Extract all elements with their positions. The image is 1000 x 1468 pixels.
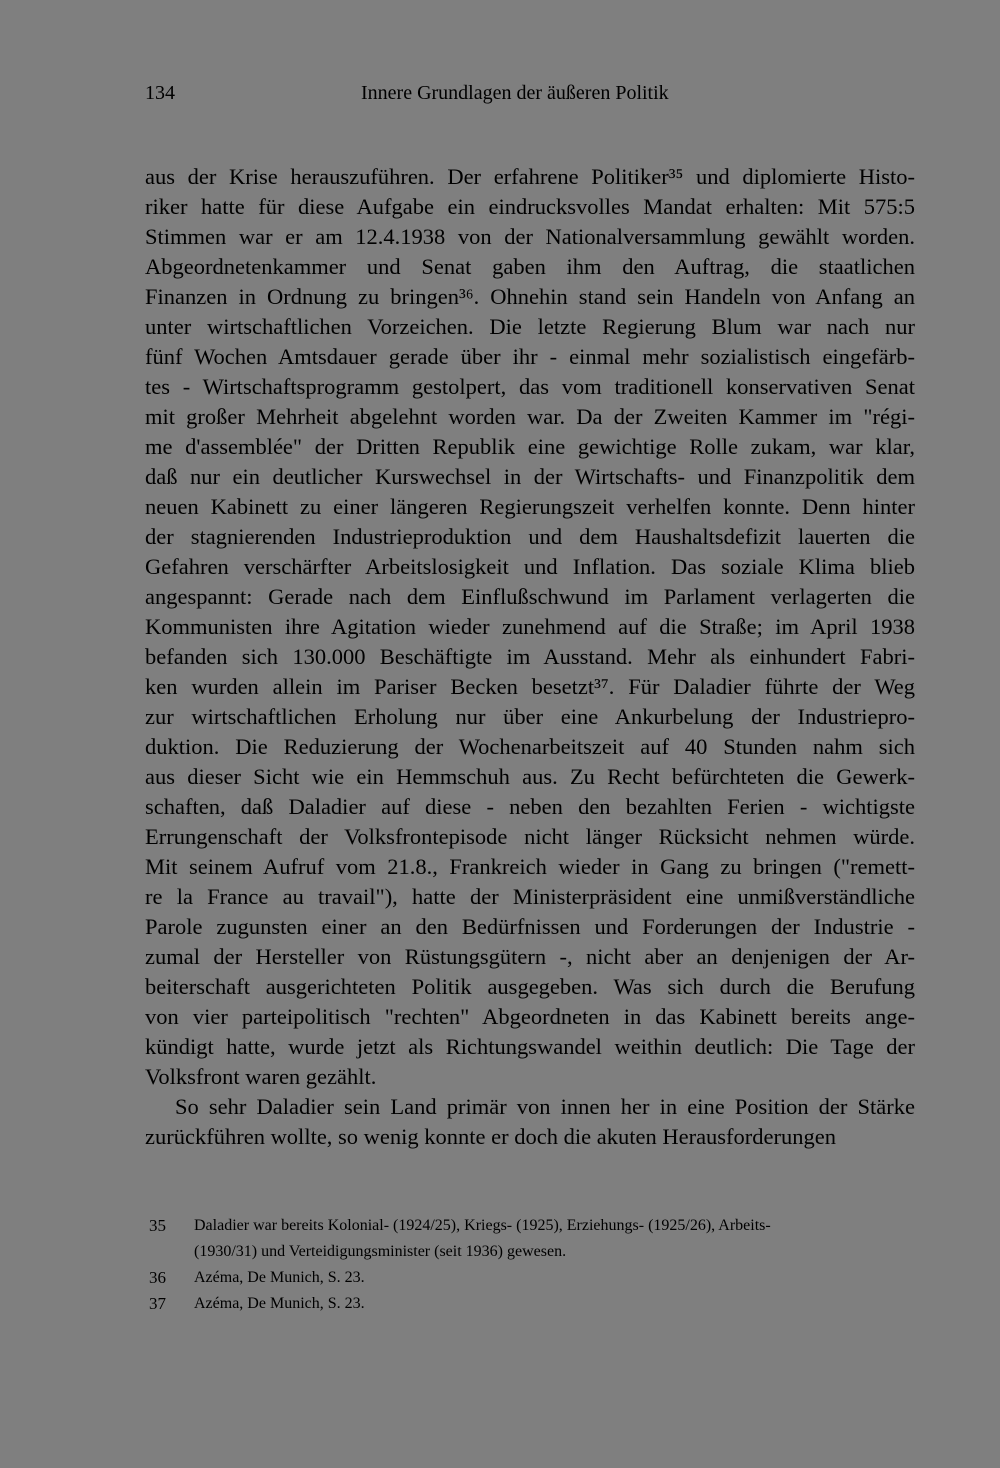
footnote-35: [149, 1213, 919, 1239]
body-line: Parole zugunsten einer an den Bedürfnissen und Forderungen der Industrie -: [145, 914, 915, 939]
page-number: 134: [145, 82, 175, 104]
body-line: zurückführen wollte, so wenig konnte er doch die akuten Herausforderungen: [145, 1124, 837, 1149]
body-line: re la France au travail"), hatte der Ministerpräsident eine unmißverständliche: [145, 884, 915, 909]
body-line: tes - Wirtschaftsprogramm gestolpert, das vom traditionell konservativen Senat: [145, 374, 915, 399]
body-line: neuen Kabinett zu einer längeren Regierungszeit verhelfen konnte. Denn hinter: [145, 494, 915, 519]
body-line: Gefahren verschärfter Arbeitslosigkeit und Inflation. Das soziale Klima blieb: [145, 554, 915, 579]
footnote-text: (1930/31) und Verteidigungsminister (seit 1936) gewesen.: [194, 1243, 567, 1260]
body-line: befanden sich 130.000 Beschäftigte im Ausstand. Mehr als einhundert Fabri-: [145, 644, 915, 669]
body-line: So sehr Daladier sein Land primär von innen her in eine Position der Stärke: [175, 1094, 915, 1119]
footnote-text: Azéma, De Munich, S. 23.: [194, 1295, 365, 1312]
body-line: von vier parteipolitisch "rechten" Abgeordneten in das Kabinett bereits ange-: [145, 1004, 915, 1029]
footnote-number: 37: [149, 1294, 166, 1313]
footnote-35-continued: [149, 1239, 919, 1265]
running-head: Innere Grundlagen der äußeren Politik: [361, 82, 669, 104]
body-line: Errungenschaft der Volksfrontepisode nicht länger Rücksicht nehmen würde.: [145, 824, 915, 849]
body-line: ken wurden allein im Pariser Becken besetzt³⁷. Für Daladier führte der Weg: [145, 674, 915, 699]
footnote-36: [149, 1265, 919, 1291]
body-line: zumal der Hersteller von Rüstungsgütern -, nicht aber an denjenigen der Ar-: [145, 944, 915, 969]
body-line: Finanzen in Ordnung zu bringen³⁶. Ohnehin stand sein Handeln von Anfang an: [145, 284, 915, 309]
body-line: duktion. Die Reduzierung der Wochenarbeitszeit auf 40 Stunden nahm sich: [145, 734, 915, 759]
body-line: mit großer Mehrheit abgelehnt worden war. Da der Zweiten Kammer im "régi-: [145, 404, 915, 429]
footnote-37: [149, 1291, 919, 1317]
body-line: aus dieser Sicht wie ein Hemmschuh aus. Zu Recht befürchteten die Gewerk-: [145, 764, 915, 789]
body-line: Abgeordnetenkammer und Senat gaben ihm den Auftrag, die staatlichen: [145, 254, 915, 279]
body-line: beiterschaft ausgerichteten Politik ausgegeben. Was sich durch die Berufung: [145, 974, 915, 999]
body-line: kündigt hatte, wurde jetzt als Richtungswandel weithin deutlich: Die Tage der: [145, 1034, 915, 1059]
footnote-text: Azéma, De Munich, S. 23.: [194, 1269, 365, 1286]
page-header: [145, 82, 905, 112]
footnote-number: 35: [149, 1216, 166, 1235]
body-line: Mit seinem Aufruf vom 21.8., Frankreich wieder in Gang zu bringen ("remett-: [145, 854, 915, 879]
body-line: schaften, daß Daladier auf diese - neben den bezahlten Ferien - wichtigste: [145, 794, 915, 819]
body-line: riker hatte für diese Aufgabe ein eindrucksvolles Mandat erhalten: Mit 575:5: [145, 194, 915, 219]
body-line: fünf Wochen Amtsdauer gerade über ihr - einmal mehr sozialistisch eingefärb-: [145, 344, 915, 369]
body-line: aus der Krise herauszuführen. Der erfahrene Politiker³⁵ und diplomierte Histo-: [145, 164, 915, 189]
body-line: zur wirtschaftlichen Erholung nur über eine Ankurbelung der Industriepro-: [145, 704, 915, 729]
body-line: angespannt: Gerade nach dem Einflußschwund im Parlament verlagerten die: [145, 584, 915, 609]
body-line: me d'assemblée" der Dritten Republik eine gewichtige Rolle zukam, war klar,: [145, 434, 915, 459]
footnote-text: Daladier war bereits Kolonial- (1924/25), Kriegs- (1925), Erziehungs- (1925/26), Arbeits-: [194, 1217, 771, 1234]
body-line: daß nur ein deutlicher Kurswechsel in der Wirtschafts- und Finanzpolitik dem: [145, 464, 915, 489]
body-line: unter wirtschaftlichen Vorzeichen. Die letzte Regierung Blum war nach nur: [145, 314, 915, 339]
body-line: Volksfront waren gezählt.: [145, 1064, 377, 1089]
body-line: Stimmen war er am 12.4.1938 von der Nationalversammlung gewählt worden.: [145, 224, 915, 249]
body-line: der stagnierenden Industrieproduktion und dem Haushaltsdefizit lauerten die: [145, 524, 915, 549]
body-line: Kommunisten ihre Agitation wieder zunehmend auf die Straße; im April 1938: [145, 614, 915, 639]
footnote-number: 36: [149, 1268, 166, 1287]
